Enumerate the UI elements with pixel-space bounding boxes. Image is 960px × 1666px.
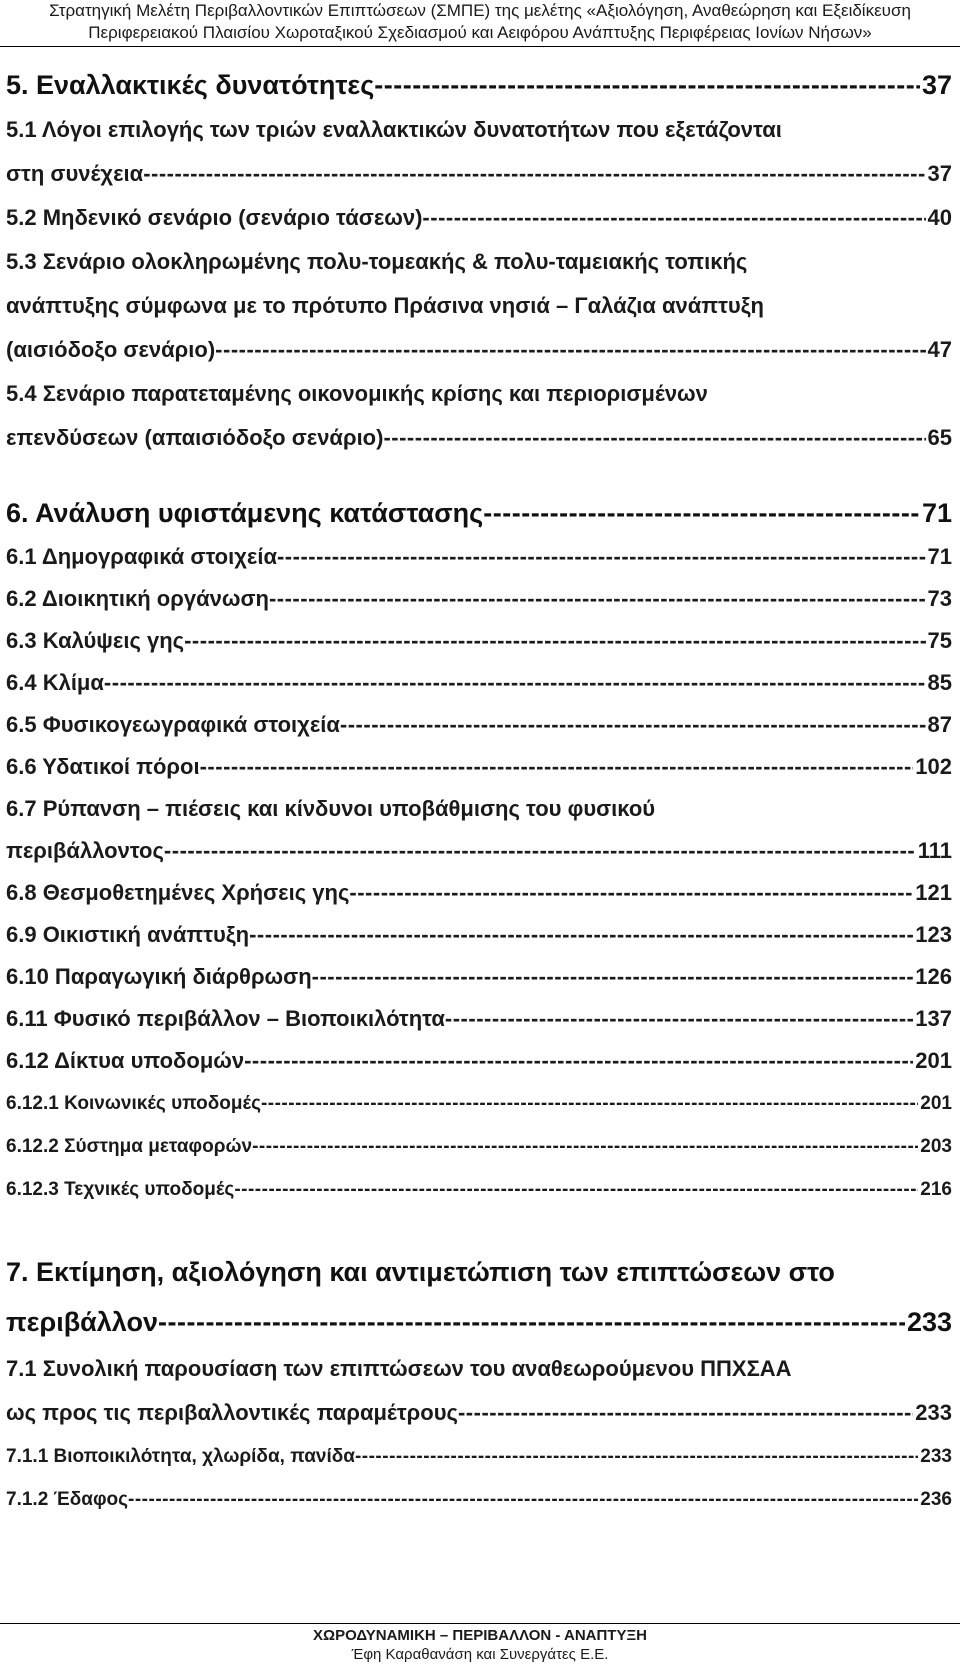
dot-leader: [422, 196, 925, 240]
toc-page-number: 87: [927, 712, 952, 737]
footer-line-1: ΧΩΡΟΔΥΝΑΜΙΚΗ – ΠΕΡΙΒΑΛΛΟΝ - ΑΝΑΠΤΥΞΗ: [313, 1627, 647, 1644]
header-line-2: Περιφερειακού Πλαισίου Χωροταξικού Σχεδιασμού και Αειφόρου Ανάπτυξης Περιφέρειας Ιονίων Νήσων»: [88, 23, 872, 42]
toc-entry-6-12-1: [6, 1082, 952, 1125]
toc-entry-title: 7.1.1 Βιοποικιλότητα, χλωρίδα, πανίδα: [6, 1446, 355, 1467]
toc-page-number: 233: [920, 1446, 952, 1467]
dot-leader: [184, 620, 925, 662]
toc-page-number: 40: [927, 205, 952, 230]
toc-entry-title: 6.10 Παραγωγική διάρθρωση: [6, 964, 312, 989]
toc-entry-title: 6.12.3 Τεχνικές υποδομές: [6, 1179, 235, 1200]
toc-entry-title: 6.6 Υδατικοί πόροι: [6, 754, 200, 779]
toc-entry-7-1: [6, 1347, 952, 1435]
table-of-contents: [6, 62, 952, 1521]
dot-leader: [383, 416, 925, 460]
toc-page-number: 201: [920, 1093, 952, 1114]
toc-page-number: 65: [927, 425, 952, 450]
toc-entry-title: 6.5 Φυσικογεωγραφικά στοιχεία: [6, 712, 340, 737]
dot-leader: [483, 490, 920, 536]
toc-entry-5: [6, 62, 952, 108]
toc-entry-6-6: [6, 746, 952, 788]
toc-entry-title: επενδύσεων (απαισιόδοξο σενάριο): [6, 425, 384, 450]
toc-entry-title: στη συνέχεια: [6, 161, 144, 186]
toc-page-number: 71: [927, 544, 952, 569]
toc-entry-title: 6.4 Κλίμα: [6, 670, 104, 695]
toc-entry-5-2: [6, 196, 952, 240]
toc-page-number: 37: [927, 161, 952, 186]
toc-entry-6-3: [6, 620, 952, 662]
toc-entry-title: 6.11 Φυσικό περιβάλλον – Βιοποικιλότητα: [6, 1006, 445, 1031]
dot-leader: [164, 830, 916, 872]
dot-leader: [261, 1082, 918, 1125]
dot-leader: [215, 328, 925, 372]
toc-page-number: 85: [927, 670, 952, 695]
toc-entry-title: ως προς τις περιβαλλοντικές παραμέτρους: [6, 1400, 458, 1425]
toc-entry-title: 6.12.2 Σύστημα μεταφορών: [6, 1136, 253, 1157]
toc-entry-5-3: [6, 240, 952, 372]
toc-entry-title-line: 5.1 Λόγοι επιλογής των τριών εναλλακτικών δυνατοτήτων που εξετάζονται: [6, 117, 782, 142]
toc-entry-title: 6.1 Δημογραφικά στοιχεία: [6, 544, 277, 569]
toc-entry-title-line: 7.1 Συνολική παρουσίαση των επιπτώσεων του αναθεωρούμενου ΠΠΧΣΑΑ: [6, 1356, 792, 1381]
dot-leader: [445, 998, 913, 1040]
toc-entry-title: 6.3 Καλύψεις γης: [6, 628, 185, 653]
dot-leader: [252, 1125, 918, 1168]
toc-entry-6: [6, 490, 952, 536]
toc-entry-6-11: [6, 998, 952, 1040]
toc-entry-6-1: [6, 536, 952, 578]
toc-entry-7-1-1: [6, 1435, 952, 1478]
toc-entry-title: 7.1.2 Έδαφος: [6, 1489, 129, 1510]
dot-leader: [104, 662, 926, 704]
dot-leader: [349, 872, 913, 914]
toc-page-number: 75: [927, 628, 952, 653]
toc-page-number: 123: [915, 922, 952, 947]
toc-entry-6-12-2: [6, 1125, 952, 1168]
toc-page-number: 201: [915, 1048, 952, 1073]
toc-entry-title: περιβάλλον: [6, 1307, 158, 1337]
dot-leader: [249, 914, 913, 956]
toc-page-number: 203: [920, 1136, 952, 1157]
toc-entry-6-7: [6, 788, 952, 872]
footer-line-2: Έφη Καραθανάση και Συνεργάτες Ε.Ε.: [351, 1646, 609, 1663]
dot-leader: [458, 1391, 913, 1435]
spacer: [6, 460, 952, 490]
running-footer: [0, 1626, 960, 1664]
toc-entry-title: 5.2 Μηδενικό σενάριο (σενάριο τάσεων): [6, 205, 423, 230]
toc-entry-title: 6.12.1 Κοινωνικές υποδομές: [6, 1093, 261, 1114]
dot-leader: [128, 1478, 918, 1521]
dot-leader: [374, 62, 920, 108]
header-line-1: Στρατηγική Μελέτη Περιβαλλοντικών Επιπτώσεων (ΣΜΠΕ) της μελέτης «Αξιολόγηση, Αναθεώρηση και Εξειδίκευση: [49, 1, 911, 20]
dot-leader: [244, 1040, 913, 1082]
toc-page-number: 47: [927, 337, 952, 362]
dot-leader: [143, 152, 925, 196]
toc-entry-title: 6.12 Δίκτυα υποδομών: [6, 1048, 245, 1073]
toc-entry-title-line: 5.3 Σενάριο ολοκληρωμένης πολυ-τομεακής & πολυ-ταμειακής τοπικής: [6, 249, 748, 274]
footer-divider: [0, 1623, 960, 1624]
toc-page-number: 236: [920, 1489, 952, 1510]
dot-leader: [158, 1297, 905, 1347]
dot-leader: [312, 956, 914, 998]
toc-entry-title-line: ανάπτυξης σύμφωνα με το πρότυπο Πράσινα νησιά – Γαλάζια ανάπτυξη: [6, 293, 764, 318]
toc-entry-6-5: [6, 704, 952, 746]
toc-page-number: 111: [917, 838, 952, 863]
toc-page-number: 71: [921, 498, 952, 528]
toc-entry-title: 6. Ανάλυση υφιστάμενης κατάστασης: [6, 498, 484, 528]
toc-entry-title: περιβάλλοντος: [6, 838, 164, 863]
toc-entry-6-9: [6, 914, 952, 956]
dot-leader: [355, 1435, 918, 1478]
toc-entry-title: 5. Εναλλακτικές δυνατότητες: [6, 70, 375, 100]
dot-leader: [269, 578, 926, 620]
toc-entry-title: 6.2 Διοικητική οργάνωση: [6, 586, 269, 611]
toc-entry-title-line: 5.4 Σενάριο παρατεταμένης οικονομικής κρίσης και περιορισμένων: [6, 381, 708, 406]
toc-entry-5-4: [6, 372, 952, 460]
toc-page-number: 137: [915, 1006, 952, 1031]
toc-page-number: 73: [927, 586, 952, 611]
header-divider: [0, 46, 960, 47]
toc-page-number: 126: [915, 964, 952, 989]
toc-entry-6-8: [6, 872, 952, 914]
toc-entry-title-line: 6.7 Ρύπανση – πιέσεις και κίνδυνοι υποβάθμισης του φυσικού: [6, 796, 656, 821]
dot-leader: [234, 1168, 918, 1211]
dot-leader: [340, 704, 926, 746]
toc-page-number: 233: [906, 1307, 952, 1337]
toc-page-number: 216: [920, 1179, 952, 1200]
toc-entry-title: (αισιόδοξο σενάριο): [6, 337, 216, 362]
toc-page-number: 102: [915, 754, 952, 779]
toc-page-number: 233: [915, 1400, 952, 1425]
toc-entry-title: 6.9 Οικιστική ανάπτυξη: [6, 922, 250, 947]
running-header: [0, 0, 960, 44]
toc-entry-7: [6, 1247, 952, 1347]
toc-entry-6-2: [6, 578, 952, 620]
toc-entry-title-line: 7. Εκτίμηση, αξιολόγηση και αντιμετώπιση των επιπτώσεων στο: [6, 1257, 835, 1287]
toc-entry-5-1: [6, 108, 952, 196]
toc-entry-6-4: [6, 662, 952, 704]
spacer: [6, 1211, 952, 1247]
toc-entry-title: 6.8 Θεσμοθετημένες Χρήσεις γης: [6, 880, 350, 905]
toc-page-number: 37: [921, 70, 952, 100]
dot-leader: [200, 746, 914, 788]
toc-entry-6-10: [6, 956, 952, 998]
toc-page-number: 121: [915, 880, 952, 905]
toc-entry-6-12-3: [6, 1168, 952, 1211]
toc-entry-7-1-2: [6, 1478, 952, 1521]
toc-entry-6-12: [6, 1040, 952, 1082]
dot-leader: [277, 536, 926, 578]
